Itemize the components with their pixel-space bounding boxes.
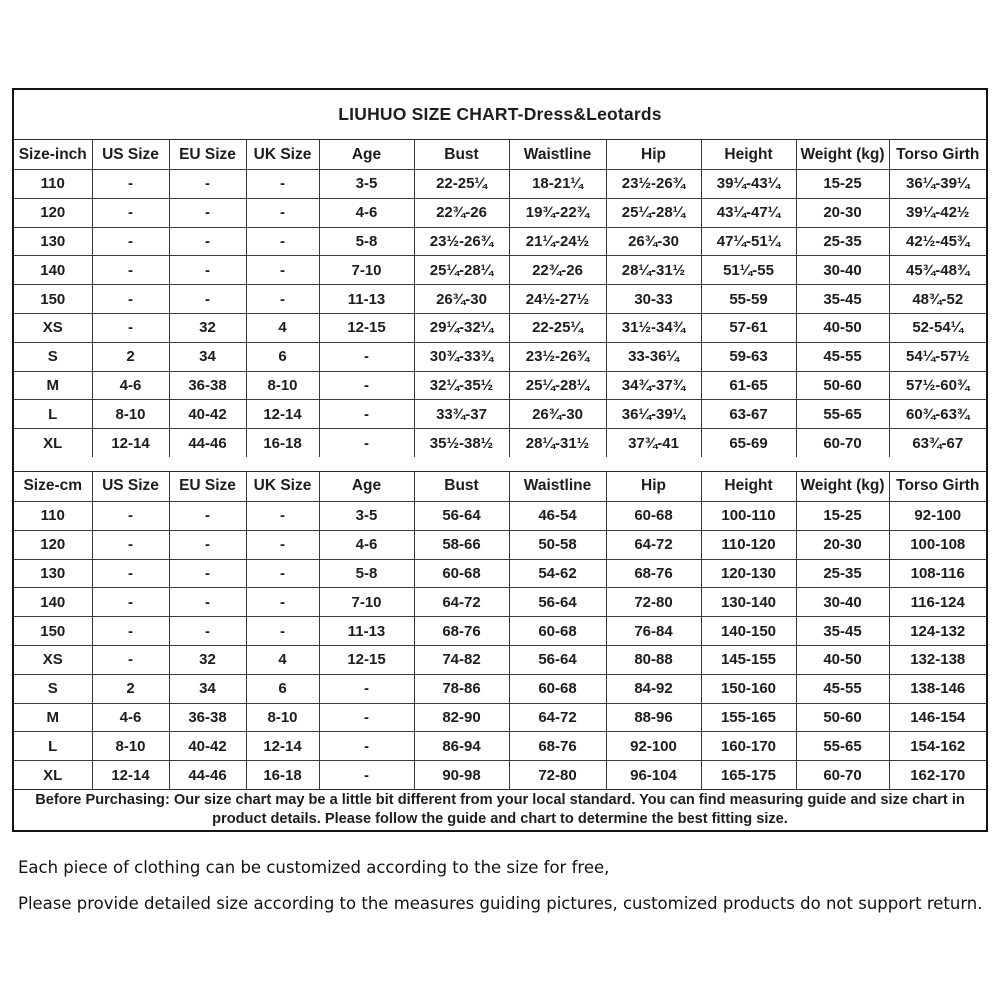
row-label: 120	[14, 530, 92, 559]
cell: -	[92, 198, 169, 227]
cell: 7-10	[319, 588, 414, 617]
column-header: UK Size	[246, 472, 319, 502]
cell: 2	[92, 342, 169, 371]
cell: 12-15	[319, 645, 414, 674]
cell: 26¾-30	[414, 285, 509, 314]
cell: 61-65	[701, 371, 796, 400]
cell: 33-36¼	[606, 342, 701, 371]
table-divider	[14, 457, 986, 472]
cell: 63-67	[701, 400, 796, 429]
cell: 25-35	[796, 559, 889, 588]
table-row	[14, 170, 986, 199]
cell: 34¾-37¾	[606, 371, 701, 400]
column-header: Age	[319, 140, 414, 170]
cell: -	[169, 559, 246, 588]
cell: 130-140	[701, 588, 796, 617]
cell: -	[169, 198, 246, 227]
table-row	[14, 761, 986, 789]
cell: 120-130	[701, 559, 796, 588]
cell: 22¾-26	[509, 256, 606, 285]
cell: -	[169, 501, 246, 530]
cell: -	[169, 588, 246, 617]
table-row	[14, 732, 986, 761]
cell: 8-10	[246, 371, 319, 400]
row-label: L	[14, 732, 92, 761]
cell: 16-18	[246, 429, 319, 457]
cell: -	[92, 559, 169, 588]
cell: 80-88	[606, 645, 701, 674]
cell: 23½-26¾	[414, 227, 509, 256]
cell: 68-76	[414, 617, 509, 646]
cell: 42½-45¾	[889, 227, 986, 256]
cell: 34	[169, 342, 246, 371]
cell: 30¾-33¾	[414, 342, 509, 371]
cell: -	[319, 674, 414, 703]
cell: -	[246, 256, 319, 285]
cell: 35-45	[796, 285, 889, 314]
table-row	[14, 674, 986, 703]
cell: -	[319, 429, 414, 457]
cell: -	[169, 227, 246, 256]
cell: 25¼-28¼	[509, 371, 606, 400]
column-header: Size-inch	[14, 140, 92, 170]
cell: -	[246, 559, 319, 588]
cell: 48¾-52	[889, 285, 986, 314]
cell: 116-124	[889, 588, 986, 617]
cell: -	[319, 761, 414, 789]
cell: 36¼-39¼	[889, 170, 986, 199]
table-row	[14, 371, 986, 400]
cell: 4-6	[92, 371, 169, 400]
cell: 92-100	[606, 732, 701, 761]
cell: 24½-27½	[509, 285, 606, 314]
cell: -	[169, 617, 246, 646]
row-label: XL	[14, 761, 92, 789]
cell: 160-170	[701, 732, 796, 761]
cell: 138-146	[889, 674, 986, 703]
cell: 40-50	[796, 313, 889, 342]
cell: 2	[92, 674, 169, 703]
cell: 23½-26¾	[606, 170, 701, 199]
table-row	[14, 285, 986, 314]
cell: 146-154	[889, 703, 986, 732]
column-header: Bust	[414, 472, 509, 502]
cell: -	[92, 256, 169, 285]
cell: 72-80	[606, 588, 701, 617]
cell: 7-10	[319, 256, 414, 285]
column-header: Size-cm	[14, 472, 92, 502]
cell: 44-46	[169, 429, 246, 457]
cell: 12-15	[319, 313, 414, 342]
cell: 54-62	[509, 559, 606, 588]
cell: 88-96	[606, 703, 701, 732]
cell: 56-64	[509, 588, 606, 617]
cell: 154-162	[889, 732, 986, 761]
cell: 68-76	[606, 559, 701, 588]
cell: 4-6	[319, 530, 414, 559]
cell: 50-60	[796, 703, 889, 732]
cell: 30-40	[796, 256, 889, 285]
cell: 33¾-37	[414, 400, 509, 429]
cell: 36-38	[169, 371, 246, 400]
cell: 82-90	[414, 703, 509, 732]
cell: 90-98	[414, 761, 509, 789]
cell: 25-35	[796, 227, 889, 256]
cell: 20-30	[796, 198, 889, 227]
cell: -	[246, 501, 319, 530]
row-label: 140	[14, 588, 92, 617]
cell: -	[169, 530, 246, 559]
cell: 55-65	[796, 400, 889, 429]
row-label: 110	[14, 170, 92, 199]
cell: 150-160	[701, 674, 796, 703]
column-header: Height	[701, 472, 796, 502]
cell: 28¼-31½	[509, 429, 606, 457]
cell: -	[246, 285, 319, 314]
row-label: M	[14, 371, 92, 400]
cell: 4	[246, 313, 319, 342]
column-header: US Size	[92, 140, 169, 170]
cell: 63¾-67	[889, 429, 986, 457]
cell: 60¾-63¾	[889, 400, 986, 429]
table-row	[14, 429, 986, 457]
cell: 74-82	[414, 645, 509, 674]
cell: 50-60	[796, 371, 889, 400]
cell: 11-13	[319, 617, 414, 646]
cell: 15-25	[796, 501, 889, 530]
column-header: UK Size	[246, 140, 319, 170]
cell: 60-70	[796, 761, 889, 789]
cell: 108-116	[889, 559, 986, 588]
column-header: Weight (kg)	[796, 140, 889, 170]
cell: 76-84	[606, 617, 701, 646]
cell: 37¾-41	[606, 429, 701, 457]
cell: 45¾-48¾	[889, 256, 986, 285]
cell: 36¼-39¼	[606, 400, 701, 429]
cell: 55-65	[796, 732, 889, 761]
cell: 56-64	[414, 501, 509, 530]
cell: 30-33	[606, 285, 701, 314]
cell: -	[319, 732, 414, 761]
cell: 25¼-28¼	[606, 198, 701, 227]
cell: 96-104	[606, 761, 701, 789]
cell: 45-55	[796, 674, 889, 703]
column-header: Hip	[606, 472, 701, 502]
size-table-inch	[14, 140, 986, 457]
cell: 72-80	[509, 761, 606, 789]
cell: 4	[246, 645, 319, 674]
column-header: Hip	[606, 140, 701, 170]
cell: 11-13	[319, 285, 414, 314]
cell: 52-54¼	[889, 313, 986, 342]
cell: 165-175	[701, 761, 796, 789]
header-row	[14, 472, 986, 502]
header-row	[14, 140, 986, 170]
column-header: Torso Girth	[889, 140, 986, 170]
cell: -	[92, 588, 169, 617]
cell: 32	[169, 645, 246, 674]
chart-title: LIUHUO SIZE CHART-Dress&Leotards	[14, 90, 986, 140]
column-header: Waistline	[509, 472, 606, 502]
cell: 8-10	[246, 703, 319, 732]
cell: 57½-60¾	[889, 371, 986, 400]
cell: 40-42	[169, 732, 246, 761]
cell: -	[319, 400, 414, 429]
cell: 155-165	[701, 703, 796, 732]
cell: 64-72	[414, 588, 509, 617]
table-row	[14, 530, 986, 559]
cell: 12-14	[92, 429, 169, 457]
cell: 132-138	[889, 645, 986, 674]
cell: 86-94	[414, 732, 509, 761]
table-row	[14, 400, 986, 429]
cell: 55-59	[701, 285, 796, 314]
cell: 50-58	[509, 530, 606, 559]
row-label: 150	[14, 285, 92, 314]
row-label: S	[14, 674, 92, 703]
cell: 5-8	[319, 559, 414, 588]
cell: 8-10	[92, 732, 169, 761]
table-row	[14, 256, 986, 285]
cell: 25¼-28¼	[414, 256, 509, 285]
cell: -	[319, 371, 414, 400]
cell: 100-108	[889, 530, 986, 559]
cell: 60-68	[414, 559, 509, 588]
cell: 12-14	[92, 761, 169, 789]
cell: -	[169, 256, 246, 285]
cell: 12-14	[246, 400, 319, 429]
cell: -	[92, 285, 169, 314]
cell: 35-45	[796, 617, 889, 646]
cell: 20-30	[796, 530, 889, 559]
row-label: 130	[14, 227, 92, 256]
cell: 15-25	[796, 170, 889, 199]
cell: 26¾-30	[509, 400, 606, 429]
cell: 45-55	[796, 342, 889, 371]
size-table-cm	[14, 472, 986, 789]
cell: 65-69	[701, 429, 796, 457]
cell: -	[169, 170, 246, 199]
cell: -	[319, 342, 414, 371]
cell: 43¼-47¼	[701, 198, 796, 227]
cell: -	[246, 530, 319, 559]
cell: -	[92, 530, 169, 559]
cell: 23½-26¾	[509, 342, 606, 371]
cell: -	[169, 285, 246, 314]
cell: 8-10	[92, 400, 169, 429]
footer-notes	[18, 858, 988, 930]
cell: 21¼-24½	[509, 227, 606, 256]
cell: 40-42	[169, 400, 246, 429]
purchase-note: Before Purchasing: Our size chart may be a little bit different from your local standard. You can find measuring guide and size chart in product details. Please follow the guide and chart to determine the best fitting size.	[14, 789, 986, 830]
cell: 51¼-55	[701, 256, 796, 285]
cell: 31½-34¾	[606, 313, 701, 342]
column-header: Waistline	[509, 140, 606, 170]
cell: -	[92, 617, 169, 646]
table-row	[14, 559, 986, 588]
cell: 64-72	[606, 530, 701, 559]
column-header: Torso Girth	[889, 472, 986, 502]
cell: 60-68	[509, 617, 606, 646]
cell: 28¼-31½	[606, 256, 701, 285]
cell: 39¼-43¼	[701, 170, 796, 199]
cell: 64-72	[509, 703, 606, 732]
cell: 78-86	[414, 674, 509, 703]
cell: 5-8	[319, 227, 414, 256]
cell: 84-92	[606, 674, 701, 703]
table-row	[14, 501, 986, 530]
cell: 92-100	[889, 501, 986, 530]
cell: 30-40	[796, 588, 889, 617]
cell: 22-25¼	[509, 313, 606, 342]
row-label: M	[14, 703, 92, 732]
row-label: 130	[14, 559, 92, 588]
column-header: Age	[319, 472, 414, 502]
cell: -	[246, 588, 319, 617]
cell: 12-14	[246, 732, 319, 761]
cell: 34	[169, 674, 246, 703]
cell: -	[92, 313, 169, 342]
cell: -	[246, 198, 319, 227]
cell: 4-6	[319, 198, 414, 227]
table-row	[14, 703, 986, 732]
row-label: S	[14, 342, 92, 371]
cell: 60-70	[796, 429, 889, 457]
column-header: Height	[701, 140, 796, 170]
cell: -	[92, 645, 169, 674]
cell: 145-155	[701, 645, 796, 674]
table-row	[14, 645, 986, 674]
cell: 18-21¼	[509, 170, 606, 199]
row-label: 120	[14, 198, 92, 227]
cell: 22¾-26	[414, 198, 509, 227]
cell: 16-18	[246, 761, 319, 789]
footer-line-1: Each piece of clothing can be customized according to the size for free,	[18, 858, 610, 877]
cell: 60-68	[509, 674, 606, 703]
cell: 59-63	[701, 342, 796, 371]
column-header: EU Size	[169, 472, 246, 502]
footer-line-2: Please provide detailed size according to the measures guiding pictures, customized products do not support return.	[18, 894, 983, 913]
cell: 100-110	[701, 501, 796, 530]
cell: 58-66	[414, 530, 509, 559]
cell: 6	[246, 674, 319, 703]
cell: 29¼-32¼	[414, 313, 509, 342]
table-row	[14, 227, 986, 256]
cell: -	[92, 227, 169, 256]
cell: 46-54	[509, 501, 606, 530]
cell: 19¾-22¾	[509, 198, 606, 227]
cell: 162-170	[889, 761, 986, 789]
row-label: 150	[14, 617, 92, 646]
cell: 36-38	[169, 703, 246, 732]
row-label: 140	[14, 256, 92, 285]
column-header: EU Size	[169, 140, 246, 170]
cell: -	[246, 170, 319, 199]
table-row	[14, 198, 986, 227]
cell: 54¼-57½	[889, 342, 986, 371]
cell: 40-50	[796, 645, 889, 674]
column-header: US Size	[92, 472, 169, 502]
cell: 3-5	[319, 501, 414, 530]
cell: 56-64	[509, 645, 606, 674]
column-header: Weight (kg)	[796, 472, 889, 502]
cell: -	[246, 617, 319, 646]
row-label: L	[14, 400, 92, 429]
table-row	[14, 588, 986, 617]
cell: -	[92, 170, 169, 199]
cell: 26¾-30	[606, 227, 701, 256]
cell: 35½-38½	[414, 429, 509, 457]
cell: -	[319, 703, 414, 732]
table-row	[14, 342, 986, 371]
cell: 44-46	[169, 761, 246, 789]
table-row	[14, 617, 986, 646]
cell: -	[92, 501, 169, 530]
cell: 6	[246, 342, 319, 371]
cell: 22-25¼	[414, 170, 509, 199]
cell: 140-150	[701, 617, 796, 646]
column-header: Bust	[414, 140, 509, 170]
cell: 3-5	[319, 170, 414, 199]
row-label: XS	[14, 645, 92, 674]
cell: 39¼-42½	[889, 198, 986, 227]
cell: 68-76	[509, 732, 606, 761]
cell: 124-132	[889, 617, 986, 646]
cell: 47¼-51¼	[701, 227, 796, 256]
cell: -	[246, 227, 319, 256]
row-label: 110	[14, 501, 92, 530]
row-label: XS	[14, 313, 92, 342]
cell: 4-6	[92, 703, 169, 732]
cell: 32	[169, 313, 246, 342]
cell: 32¼-35½	[414, 371, 509, 400]
row-label: XL	[14, 429, 92, 457]
cell: 57-61	[701, 313, 796, 342]
table-row	[14, 313, 986, 342]
size-chart-panel	[12, 88, 988, 832]
cell: 60-68	[606, 501, 701, 530]
cell: 110-120	[701, 530, 796, 559]
